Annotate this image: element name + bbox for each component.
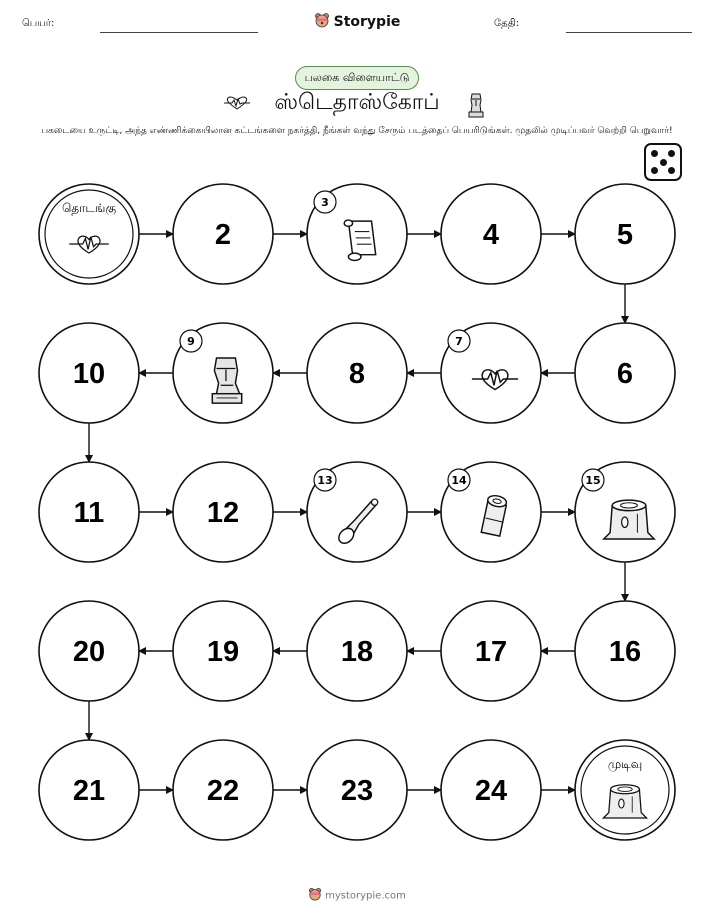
board-space[interactable] <box>173 601 273 701</box>
space-number: 6 <box>616 358 634 390</box>
board-space[interactable] <box>441 184 541 284</box>
space-number: 14 <box>451 474 467 487</box>
board-space[interactable] <box>575 601 675 701</box>
space-number: 21 <box>72 775 106 807</box>
board-space[interactable] <box>575 462 675 562</box>
space-number: 4 <box>482 219 500 251</box>
space-number: 15 <box>585 474 601 487</box>
space-number: 18 <box>340 636 374 668</box>
space-number: 9 <box>187 335 195 348</box>
board-space[interactable] <box>441 462 541 562</box>
space-number: 24 <box>474 775 508 807</box>
board-space[interactable] <box>441 740 541 840</box>
board-space[interactable] <box>173 184 273 284</box>
start-space[interactable] <box>39 184 139 284</box>
board-space[interactable] <box>575 323 675 423</box>
board-space[interactable] <box>575 184 675 284</box>
board-space[interactable] <box>307 184 407 284</box>
space-number: 3 <box>321 196 329 209</box>
board-space[interactable] <box>307 601 407 701</box>
instructions: பகடையை உருட்டி, அந்த எண்ணிக்கையிலான கட்டங்களை நகர்த்தி, நீங்கள் வந்து சேரும் படத்தைப் பெயரிடுங்கள். முதலில் முடிப்பவர் வெற்றி பெறுவார்! <box>41 126 673 136</box>
game-type-tag: பலகை விளையாட்டு <box>295 66 419 90</box>
board-space[interactable] <box>39 462 139 562</box>
space-label: முடிவு <box>607 757 643 771</box>
board-space[interactable] <box>173 740 273 840</box>
space-number: 19 <box>206 636 240 668</box>
footer <box>0 887 714 904</box>
date-label: தேதி: <box>494 18 520 29</box>
space-number: 12 <box>206 497 240 529</box>
board-space[interactable] <box>441 323 541 423</box>
space-number: 17 <box>474 636 508 668</box>
finish-space[interactable] <box>575 740 675 840</box>
name-label: பெயர்: <box>22 18 55 29</box>
board-space[interactable] <box>39 601 139 701</box>
board-space[interactable] <box>307 323 407 423</box>
board-space[interactable] <box>307 740 407 840</box>
space-number: 8 <box>348 358 366 390</box>
space-number: 2 <box>214 219 232 251</box>
board-space[interactable] <box>441 601 541 701</box>
board-space[interactable] <box>173 323 273 423</box>
space-number: 16 <box>608 636 642 668</box>
footer-url[interactable]: mystorypie.com <box>325 890 406 902</box>
board-space[interactable] <box>173 462 273 562</box>
bear-icon <box>308 887 322 904</box>
space-label: தொடங்கு <box>61 201 117 215</box>
space-number: 23 <box>340 775 374 807</box>
board-space[interactable] <box>39 323 139 423</box>
space-number: 7 <box>455 335 463 348</box>
board-space[interactable] <box>307 462 407 562</box>
page-title: ஸ்டெதாஸ்கோப் <box>274 90 440 115</box>
space-number: 5 <box>616 219 634 251</box>
space-number: 11 <box>73 497 105 529</box>
space-number: 20 <box>72 636 106 668</box>
space-number: 13 <box>317 474 333 487</box>
brand-name: Storypie <box>333 14 401 30</box>
space-number: 10 <box>72 358 106 390</box>
space-number: 22 <box>206 775 240 807</box>
board-space[interactable] <box>39 740 139 840</box>
